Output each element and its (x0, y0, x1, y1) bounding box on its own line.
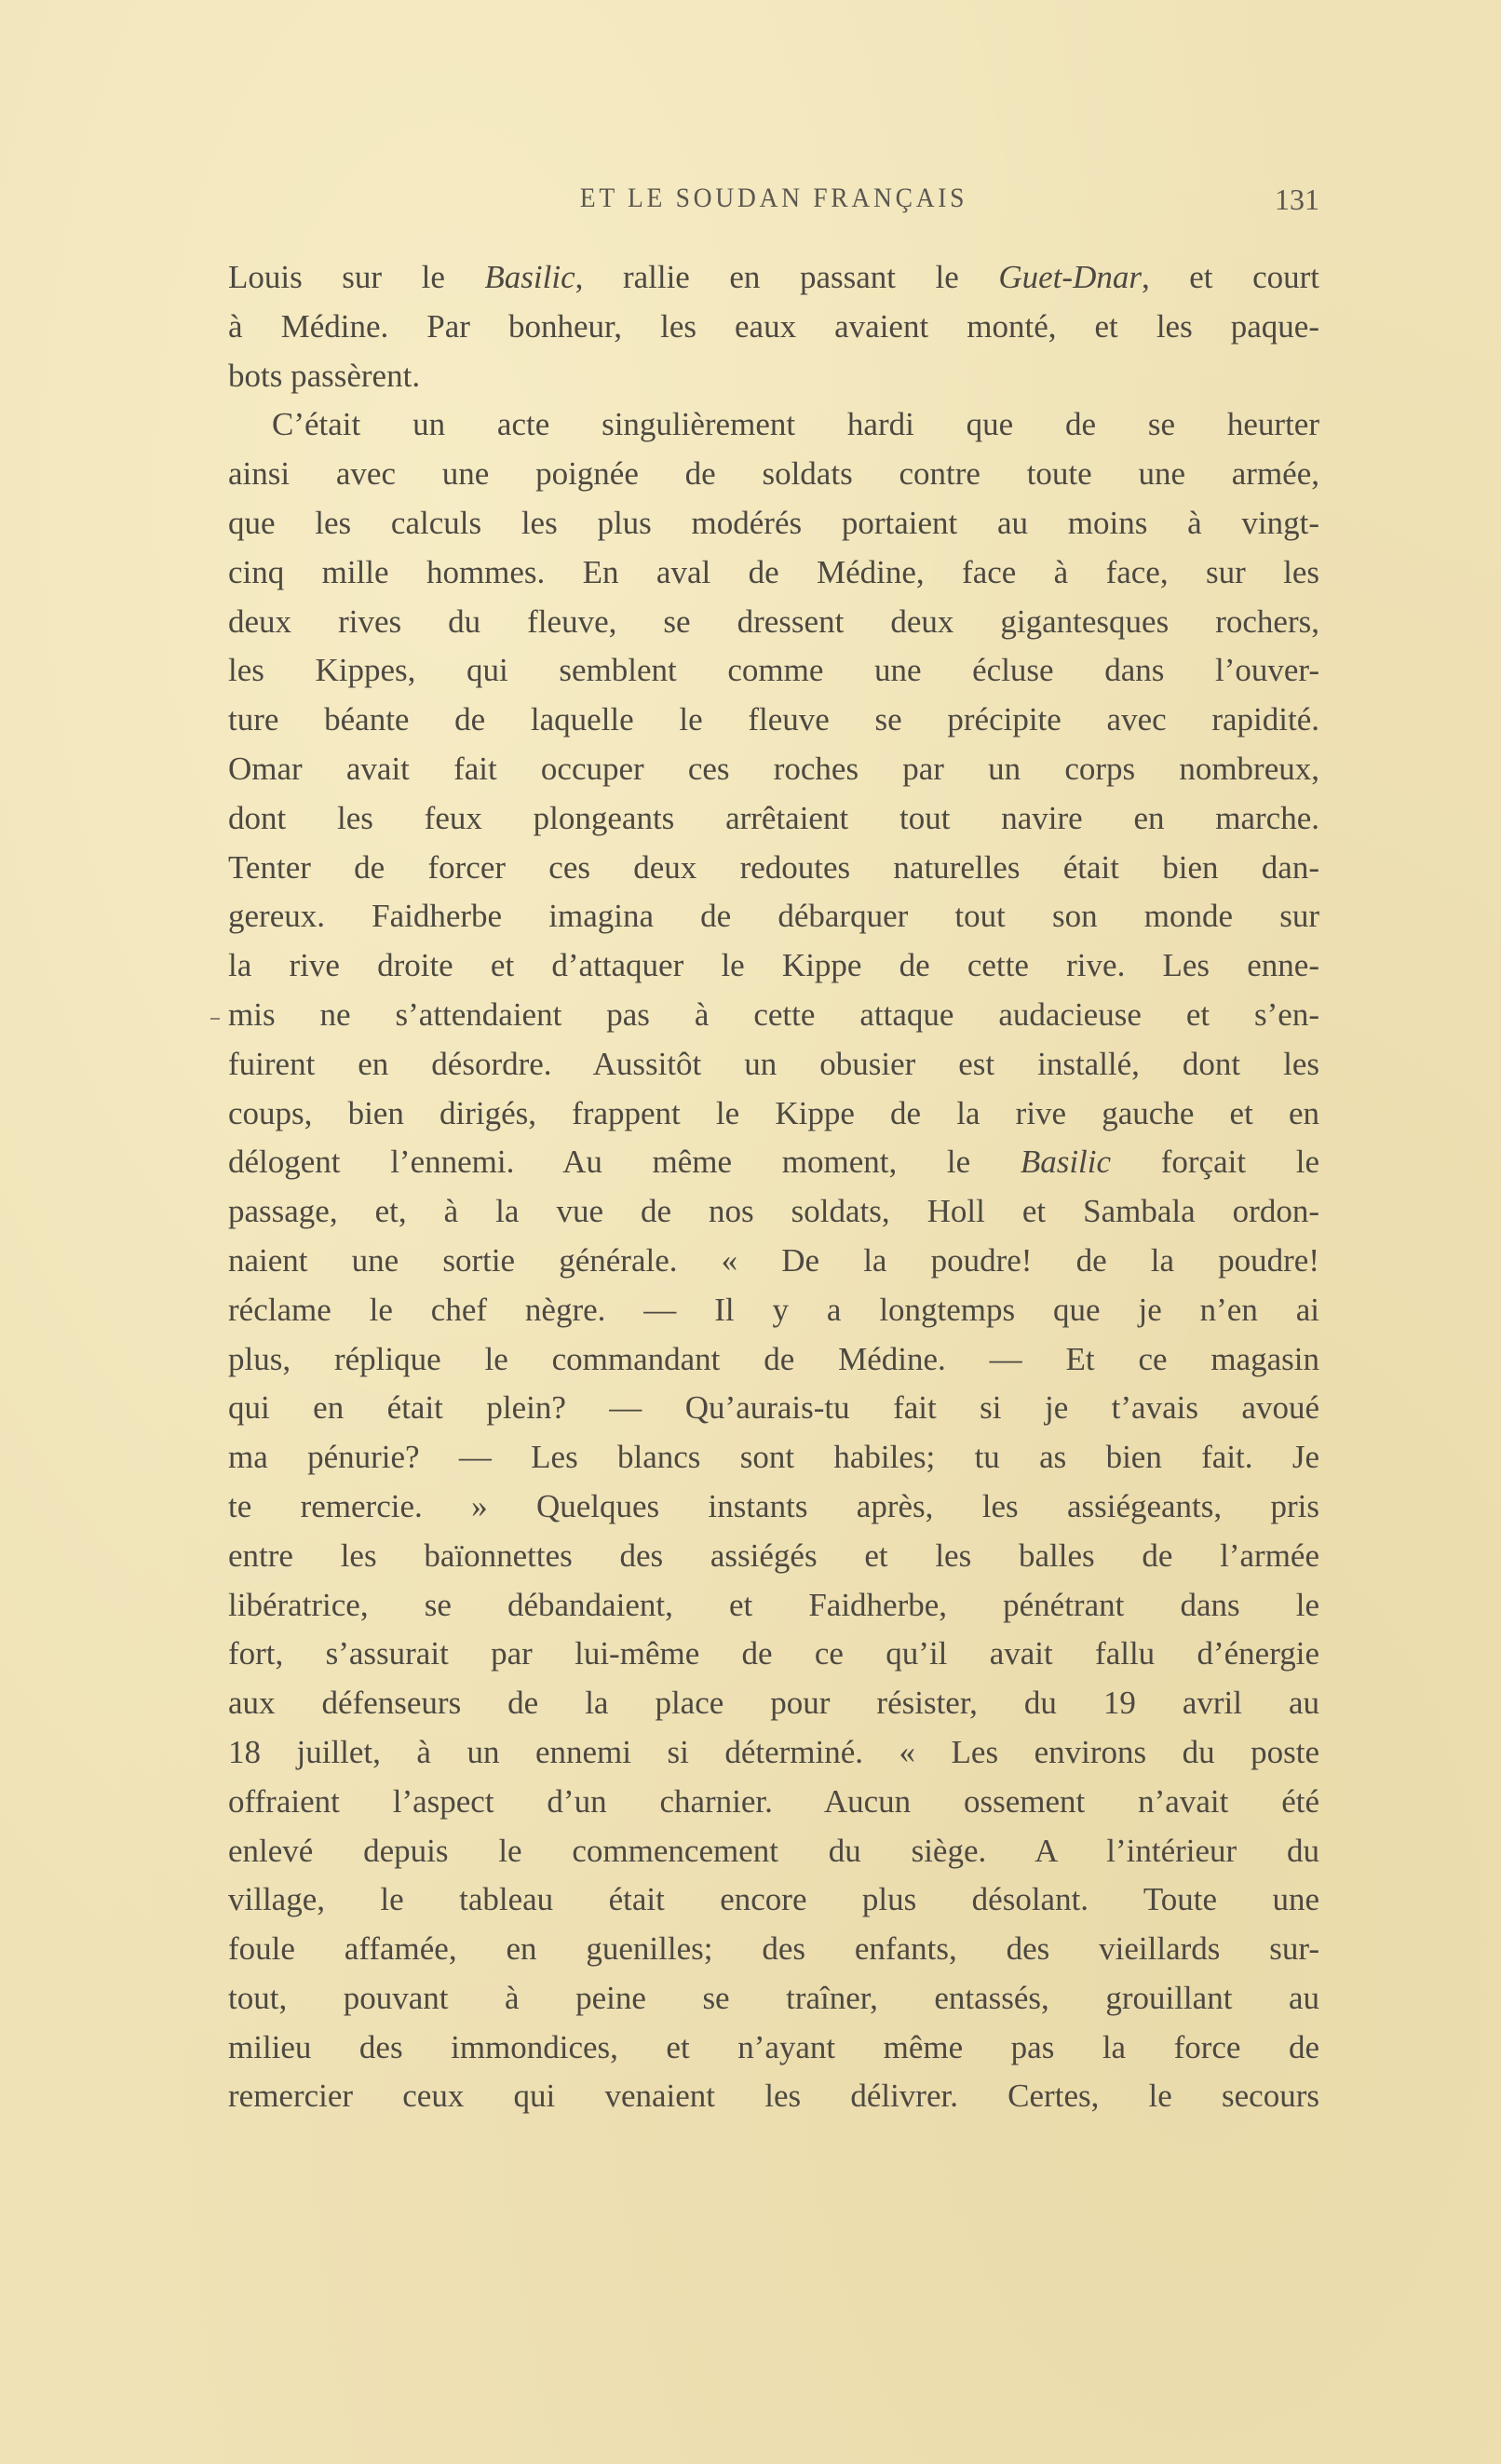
italic-ship-name: Basilic (484, 259, 575, 295)
text-line: enlevé depuis le commencement du siège. A l’intérieur du (228, 1832, 1319, 1869)
text-line: remercier ceux qui venaient les délivrer. Certes, le secours (228, 2078, 1319, 2115)
text-line: ma pénurie? — Les blancs sont habiles; tu as bien fait. Je (228, 1439, 1319, 1476)
text-line: te remercie. » Quelques instants après, les assiégeants, pris (228, 1487, 1319, 1524)
italic-ship-name: Basilic (1020, 1144, 1112, 1181)
text-line: délogent l’ennemi. Au même moment, le Basilic forçait le (228, 1144, 1319, 1181)
text-line: foule affamée, en guenilles; des enfants, des vieillards sur- (228, 1930, 1319, 1968)
text-line: ainsi avec une poignée de soldats contre toute une armée, (228, 455, 1319, 493)
body-text (228, 253, 1319, 2121)
text-line: la rive droite et d’attaquer le Kippe de cette rive. Les enne- (228, 947, 1319, 984)
running-title: ET LE SOUDAN FRANÇAIS (579, 183, 968, 213)
text-line: que les calculs les plus modérés portaient au moins à vingt- (228, 504, 1319, 541)
text-line: offraient l’aspect d’un charnier. Aucun ossement n’avait été (228, 1782, 1319, 1820)
italic-ship-name: Guet-Dnar (998, 259, 1142, 295)
text-line: fort, s’assurait par lui-même de ce qu’il avait fallu d’énergie (228, 1635, 1319, 1672)
text-line: Louis sur le Basilic, rallie en passant le Guet-Dnar, et court (228, 259, 1319, 295)
text-line: à Médine. Par bonheur, les eaux avaient monté, et les paque- (228, 307, 1319, 345)
text-line: Omar avait fait occuper ces roches par un corps nombreux, (228, 750, 1319, 787)
text-line: Tenter de forcer ces deux redoutes naturelles était bien dan- (228, 848, 1319, 886)
text-line: 18 juillet, à un ennemi si déterminé. « Les environs du poste (228, 1733, 1319, 1770)
text-line: passage, et, à la vue de nos soldats, Holl et Sambala ordon- (228, 1193, 1319, 1230)
text-line: C’était un acte singulièrement hardi que de se heurter (272, 406, 1319, 443)
text-line: fuirent en désordre. Aussitôt un obusier est installé, dont les (228, 1045, 1319, 1082)
running-head (228, 183, 1319, 229)
text-line: libératrice, se débandaient, et Faidherbe, pénétrant dans le (228, 1586, 1319, 1623)
text-line: village, le tableau était encore plus désolant. Toute une (228, 1881, 1319, 1918)
text-line: bots passèrent. (228, 357, 421, 394)
text-line: dont les feux plongeants arrêtaient tout navire en marche. (228, 799, 1319, 836)
text-line: les Kippes, qui semblent comme une écluse dans l’ouver- (228, 652, 1319, 689)
text-line: mis ne s’attendaient pas à cette attaque audacieuse et s’en- (228, 995, 1319, 1033)
text-line: qui en était plein? — Qu’aurais-tu fait si je t’avais avoué (228, 1389, 1319, 1427)
text-line: naient une sortie générale. « De la poudre! de la poudre! (228, 1241, 1319, 1279)
text-line: gereux. Faidherbe imagina de débarquer tout son monde sur (228, 898, 1319, 935)
text-line: deux rives du fleuve, se dressent deux gigantesques rochers, (228, 602, 1319, 640)
text-line: cinq mille hommes. En aval de Médine, face à face, sur les (228, 553, 1319, 590)
margin-mark (210, 1018, 220, 1020)
page-number: 131 (1275, 183, 1319, 216)
text-line: réclame le chef nègre. — Il y a longtemps que je n’en ai (228, 1291, 1319, 1328)
text-line: coups, bien dirigés, frappent le Kippe de la rive gauche et en (228, 1094, 1319, 1131)
text-line: aux défenseurs de la place pour résister, du 19 avril au (228, 1685, 1319, 1722)
text-line: tout, pouvant à peine se traîner, entassés, grouillant au (228, 1979, 1319, 2016)
text-line: plus, réplique le commandant de Médine. — Et ce magasin (228, 1340, 1319, 1377)
text-line: entre les baïonnettes des assiégés et les balles de l’armée (228, 1537, 1319, 1574)
text-line: milieu des immondices, et n’ayant même pas la force de (228, 2028, 1319, 2065)
text-line: ture béante de laquelle le fleuve se précipite avec rapidité. (228, 701, 1319, 738)
